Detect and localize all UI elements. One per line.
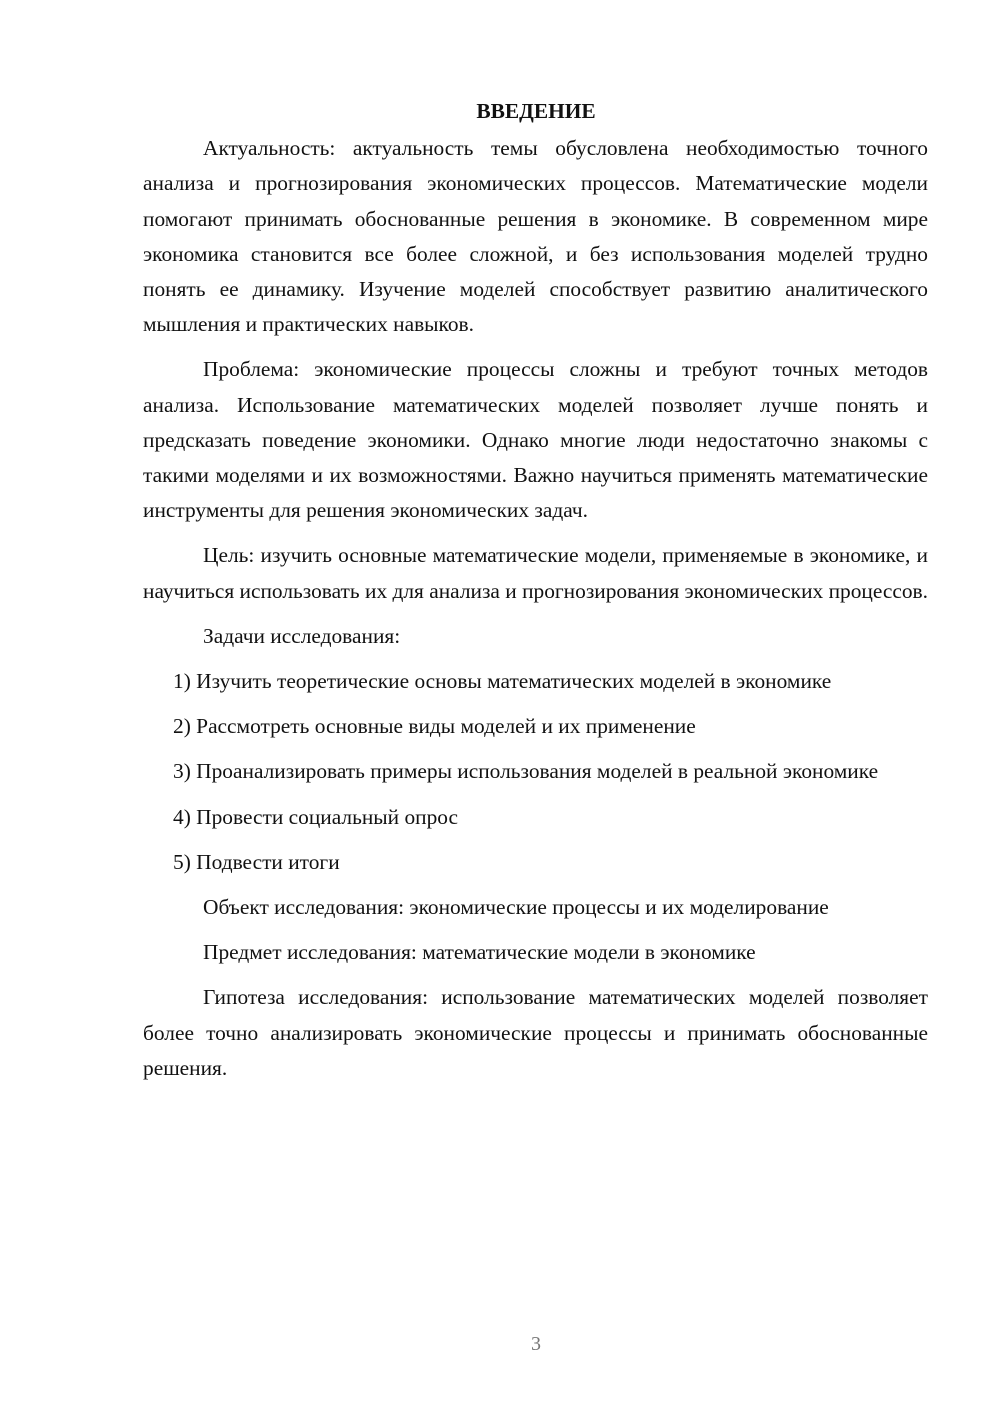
page-number: 3 [531, 1333, 541, 1355]
task-item-1: 1) Изучить теоретические основы математических моделей в экономике [173, 669, 832, 694]
task-item-5: 5) Подвести итоги [173, 849, 340, 874]
page-content [143, 94, 928, 1096]
tasks-heading: Задачи исследования: [203, 623, 401, 648]
research-object: Объект исследования: экономические процессы и их моделирование [203, 895, 829, 920]
task-item-3: 3) Проанализировать примеры использования моделей в реальной экономике [173, 759, 879, 784]
research-subject: Предмет исследования: математические модели в экономике [203, 940, 756, 965]
hypothesis-paragraph: Гипотеза исследования: использование математических моделей позволяет более точно анализировать экономические процессы и принимать обоснованные решения. [143, 985, 928, 1080]
section-title: ВВЕДЕНИЕ [476, 99, 596, 123]
task-item-2: 2) Рассмотреть основные виды моделей и их применение [173, 714, 696, 739]
relevance-paragraph: Актуальность: актуальность темы обусловлена необходимостью точного анализа и прогнозирования экономических процессов. Математические модели помогают принимать обоснованные решения в экономике. В современном мире экономика становится все более сложной, и без использования моделей трудно понять ее динамику. Изучение моделей способствует развитию аналитического мышления и практических навыков. [143, 136, 928, 337]
goal-paragraph: Цель: изучить основные математические модели, применяемые в экономике, и научиться использовать их для анализа и прогнозирования экономических процессов. [143, 543, 929, 603]
problem-paragraph: Проблема: экономические процессы сложны и требуют точных методов анализа. Использование математических моделей позволяет лучше понять и предсказать поведение экономики. Однако многие люди недостаточно знакомы с такими моделями и их возможностями. Важно научиться применять математические инструменты для решения экономических задач. [143, 357, 928, 523]
task-item-4: 4) Провести социальный опрос [173, 804, 459, 829]
